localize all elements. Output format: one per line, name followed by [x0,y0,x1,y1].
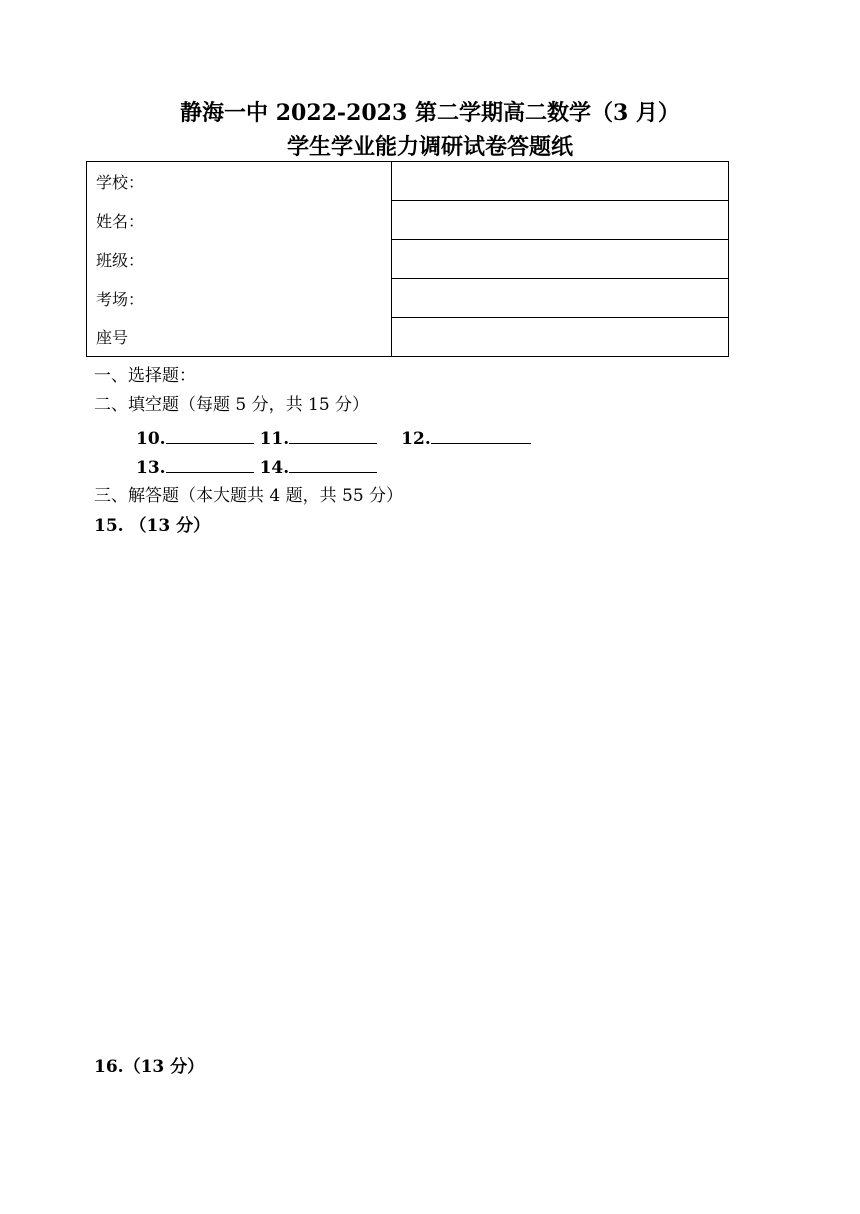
exam-room-label: 考场： [87,279,392,318]
info-row-exam-room [87,279,729,318]
page-title: 静海一中 2022-2023 第二学期高二数学（3 月） [180,100,680,126]
info-row-seat [87,318,729,357]
fill-in-row-1 [136,425,531,451]
section-choice-heading: 一、选择题： [94,366,196,386]
q13-number: 13. [136,458,166,478]
seat-label: 座号 [87,318,392,357]
q14-number: 14. [259,458,290,478]
q12-answer-blank[interactable] [431,425,531,444]
question-15-heading: 15. （13 分） [94,516,211,536]
q11-number: 11. [259,429,290,449]
seat-field[interactable] [392,318,729,357]
fill-in-row-2 [136,454,377,480]
info-row-class [87,240,729,279]
q10-number: 10. [136,429,166,449]
name-field[interactable] [392,201,729,240]
section-fill-in-heading: 二、填空题（每题 5 分，共 15 分） [94,395,370,415]
q13-answer-blank[interactable] [166,454,254,473]
q11-answer-blank[interactable] [289,425,377,444]
name-label: 姓名： [87,201,392,240]
class-label: 班级： [87,240,392,279]
question-16-heading: 16.（13 分） [94,1057,205,1077]
info-row-school [87,162,729,201]
q10-answer-blank[interactable] [166,425,254,444]
student-info-table [86,161,729,357]
school-field[interactable] [392,162,729,201]
school-label: 学校： [87,162,392,201]
exam-room-field[interactable] [392,279,729,318]
class-field[interactable] [392,240,729,279]
q12-number: 12. [401,429,431,449]
q14-answer-blank[interactable] [289,454,377,473]
page-subtitle: 学生学业能力调研试卷答题纸 [286,134,573,160]
section-solve-heading: 三、解答题（本大题共 4 题，共 55 分） [94,486,404,506]
info-row-name [87,201,729,240]
